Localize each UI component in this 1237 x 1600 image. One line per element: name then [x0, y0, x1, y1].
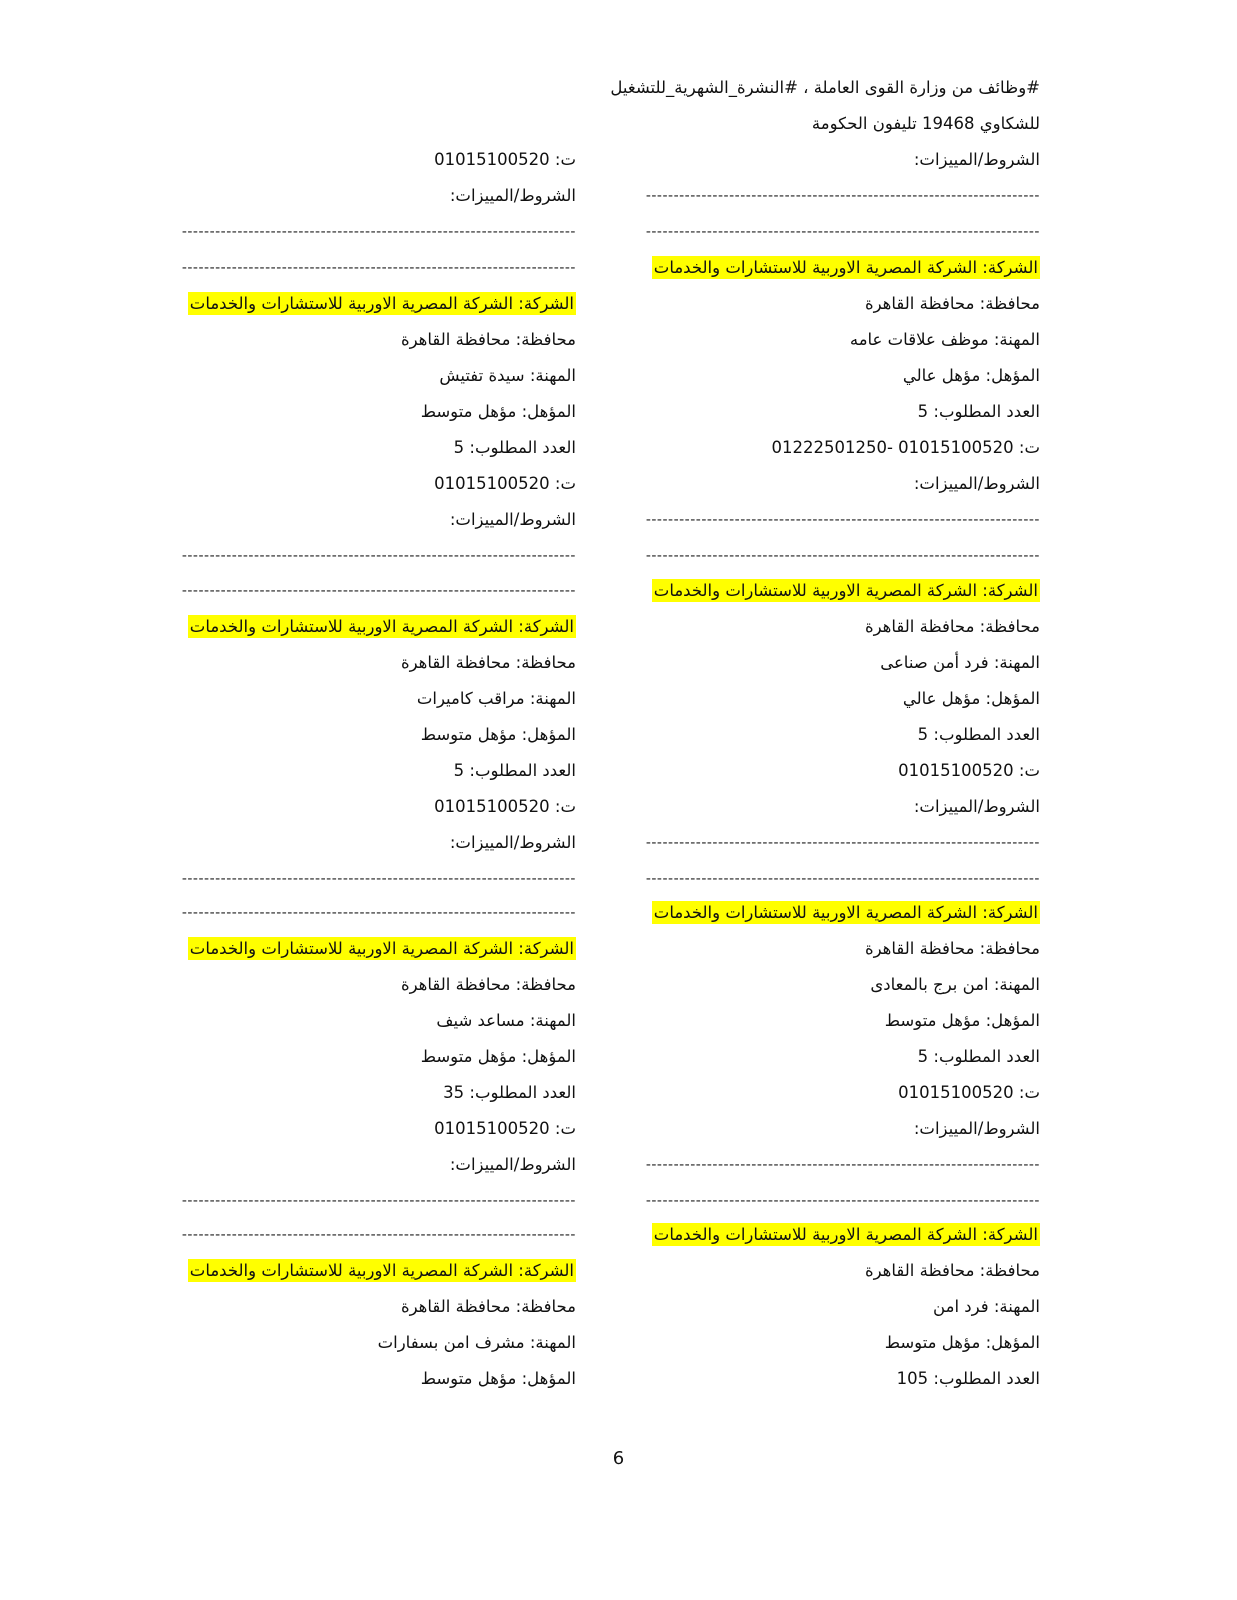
separator: -----------------------------------------------------------------------	[645, 188, 1040, 204]
separator: -----------------------------------------------------------------------	[181, 905, 576, 921]
terms-label: الشروط/المييزات:	[449, 833, 576, 852]
separator: -----------------------------------------------------------------------	[645, 871, 1040, 887]
qualification-label: المؤهل: مؤهل عالي	[902, 366, 1040, 385]
company-label	[652, 895, 1040, 931]
terms-label: الشروط/المييزات:	[449, 1155, 576, 1174]
company-highlight: الشركة: الشركة المصرية الاوربية للاستشارات والخدمات	[653, 903, 1038, 922]
phone-label: ت: 01015100520 -01222501250	[771, 438, 1040, 457]
separator: -----------------------------------------------------------------------	[181, 224, 576, 240]
qualification-label: المؤهل: مؤهل عالي	[902, 689, 1040, 708]
count-label: العدد المطلوب: 5	[917, 725, 1040, 744]
page-number: 6	[612, 1448, 625, 1469]
job-label: المهنة: امن برج بالمعادى	[870, 975, 1040, 994]
qualification-label: المؤهل: مؤهل متوسط	[884, 1011, 1040, 1030]
job-label: المهنة: مراقب كاميرات	[416, 689, 576, 708]
separator: -----------------------------------------------------------------------	[645, 224, 1040, 240]
qualification-label: المؤهل: مؤهل متوسط	[884, 1333, 1040, 1352]
count-label: العدد المطلوب: 5	[917, 402, 1040, 421]
phone-label: ت: 01015100520	[434, 150, 576, 169]
qualification-label: المؤهل: مؤهل متوسط	[420, 725, 576, 744]
company-highlight: الشركة: الشركة المصرية الاوربية للاستشارات والخدمات	[653, 258, 1038, 277]
company-label	[652, 1217, 1040, 1253]
governorate-label: محافظة: محافظة القاهرة	[864, 1261, 1040, 1280]
governorate-label: محافظة: محافظة القاهرة	[400, 975, 576, 994]
company-highlight: الشركة: الشركة المصرية الاوربية للاستشارات والخدمات	[189, 939, 574, 958]
terms-label: الشروط/المييزات:	[913, 474, 1040, 493]
governorate-label: محافظة: محافظة القاهرة	[864, 939, 1040, 958]
governorate-label: محافظة: محافظة القاهرة	[400, 653, 576, 672]
job-label: المهنة: فرد أمن صناعى	[880, 653, 1040, 672]
phone-label: ت: 01015100520	[434, 797, 576, 816]
company-highlight: الشركة: الشركة المصرية الاوربية للاستشارات والخدمات	[189, 294, 574, 313]
company-label	[652, 250, 1040, 286]
company-label	[188, 286, 576, 322]
separator: -----------------------------------------------------------------------	[645, 835, 1040, 851]
separator: -----------------------------------------------------------------------	[645, 512, 1040, 528]
company-highlight: الشركة: الشركة المصرية الاوربية للاستشارات والخدمات	[653, 1225, 1038, 1244]
header-complaints-line: للشكاوي 19468 تليفون الحكومة	[811, 114, 1040, 133]
company-label	[188, 931, 576, 967]
count-label: العدد المطلوب: 5	[453, 761, 576, 780]
qualification-label: المؤهل: مؤهل متوسط	[420, 1369, 576, 1388]
phone-label: ت: 01015100520	[898, 1083, 1040, 1102]
job-label: المهنة: فرد امن	[933, 1297, 1040, 1316]
company-label	[188, 1253, 576, 1289]
separator: -----------------------------------------------------------------------	[645, 548, 1040, 564]
separator: -----------------------------------------------------------------------	[181, 260, 576, 276]
job-label: المهنة: مساعد شيف	[436, 1011, 576, 1030]
separator: -----------------------------------------------------------------------	[181, 1227, 576, 1243]
governorate-label: محافظة: محافظة القاهرة	[400, 330, 576, 349]
company-label	[652, 573, 1040, 609]
job-label: المهنة: مشرف امن بسفارات	[377, 1333, 576, 1352]
job-label: المهنة: موظف علاقات عامه	[849, 330, 1040, 349]
separator: -----------------------------------------------------------------------	[181, 548, 576, 564]
count-label: العدد المطلوب: 35	[443, 1083, 576, 1102]
separator: -----------------------------------------------------------------------	[645, 1157, 1040, 1173]
terms-label: الشروط/المييزات:	[913, 1119, 1040, 1138]
header-terms: الشروط/المييزات:	[913, 150, 1040, 169]
separator: -----------------------------------------------------------------------	[181, 871, 576, 887]
terms-label: الشروط/المييزات:	[913, 797, 1040, 816]
terms-label: الشروط/المييزات:	[449, 186, 576, 205]
phone-label: ت: 01015100520	[434, 474, 576, 493]
governorate-label: محافظة: محافظة القاهرة	[864, 294, 1040, 313]
phone-label: ت: 01015100520	[434, 1119, 576, 1138]
job-label: المهنة: سيدة تفتيش	[439, 366, 576, 385]
phone-label: ت: 01015100520	[898, 761, 1040, 780]
separator: -----------------------------------------------------------------------	[181, 583, 576, 599]
header-hashtags: #وظائف من وزارة القوى العاملة ، #النشرة_الشهرية_للتشغيل	[610, 78, 1040, 97]
separator: -----------------------------------------------------------------------	[181, 1193, 576, 1209]
qualification-label: المؤهل: مؤهل متوسط	[420, 1047, 576, 1066]
separator: -----------------------------------------------------------------------	[645, 1193, 1040, 1209]
governorate-label: محافظة: محافظة القاهرة	[400, 1297, 576, 1316]
qualification-label: المؤهل: مؤهل متوسط	[420, 402, 576, 421]
governorate-label: محافظة: محافظة القاهرة	[864, 617, 1040, 636]
count-label: العدد المطلوب: 105	[896, 1369, 1040, 1388]
count-label: العدد المطلوب: 5	[453, 438, 576, 457]
terms-label: الشروط/المييزات:	[449, 510, 576, 529]
company-highlight: الشركة: الشركة المصرية الاوربية للاستشارات والخدمات	[189, 1261, 574, 1280]
company-label	[188, 609, 576, 645]
count-label: العدد المطلوب: 5	[917, 1047, 1040, 1066]
company-highlight: الشركة: الشركة المصرية الاوربية للاستشارات والخدمات	[189, 617, 574, 636]
company-highlight: الشركة: الشركة المصرية الاوربية للاستشارات والخدمات	[653, 581, 1038, 600]
